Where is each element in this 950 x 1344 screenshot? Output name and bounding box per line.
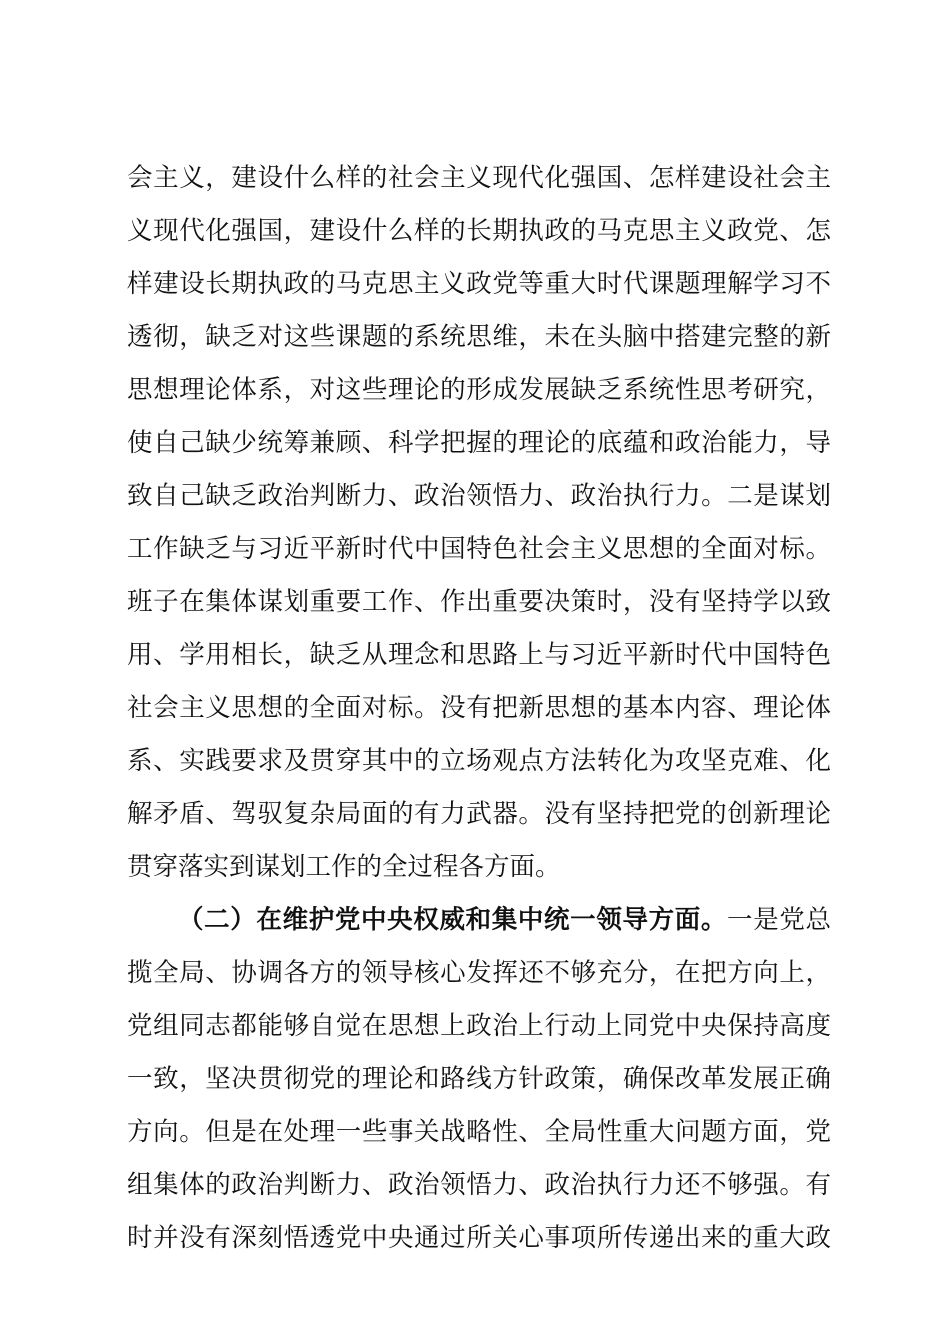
section-heading: （二）在维护党中央权威和集中统一领导方面。 <box>178 905 728 935</box>
body-text-line: 贯穿落实到谋划工作的全过程各方面。 <box>127 852 561 882</box>
body-text-line: 样建设长期执政的马克思主义政党等重大时代课题理解学习不 <box>127 269 831 299</box>
body-text-line: 系、实践要求及贯穿其中的立场观点方法转化为攻坚克难、化 <box>127 746 831 776</box>
body-text-line: 班子在集体谋划重要工作、作出重要决策时，没有坚持学以致 <box>127 587 831 617</box>
section-heading-rest: 一是党总 <box>727 905 831 935</box>
body-text-line: 使自己缺少统筹兼顾、科学把握的理论的底蕴和政治能力，导 <box>127 428 831 458</box>
body-text-line: 透彻，缺乏对这些课题的系统思维，未在头脑中搭建完整的新 <box>127 322 831 352</box>
body-text-line: 一致，坚决贯彻党的理论和路线方针政策，确保改革发展正确 <box>127 1064 831 1094</box>
body-text-line: 解矛盾、驾驭复杂局面的有力武器。没有坚持把党的创新理论 <box>127 799 831 829</box>
body-text-line: 揽全局、协调各方的领导核心发挥还不够充分，在把方向上， <box>127 958 831 988</box>
section-heading-line <box>178 898 831 942</box>
body-text-line: 社会主义思想的全面对标。没有把新思想的基本内容、理论体 <box>127 693 831 723</box>
body-text-line: 思想理论体系，对这些理论的形成发展缺乏系统性思考研究， <box>127 375 831 405</box>
body-text-line: 会主义，建设什么样的社会主义现代化强国、怎样建设社会主 <box>127 163 831 193</box>
body-text-line: 方向。但是在处理一些事关战略性、全局性重大问题方面，党 <box>127 1117 831 1147</box>
body-text-line: 时并没有深刻悟透党中央通过所关心事项所传递出来的重大政 <box>127 1223 831 1253</box>
body-text-line: 义现代化强国，建设什么样的长期执政的马克思主义政党、怎 <box>127 216 831 246</box>
body-text-line: 用、学用相长，缺乏从理念和思路上与习近平新时代中国特色 <box>127 640 831 670</box>
body-text-line: 组集体的政治判断力、政治领悟力、政治执行力还不够强。有 <box>127 1170 831 1200</box>
body-text-line: 工作缺乏与习近平新时代中国特色社会主义思想的全面对标。 <box>127 534 831 564</box>
body-text-line: 党组同志都能够自觉在思想上政治上行动上同党中央保持高度 <box>127 1011 831 1041</box>
body-text-line: 致自己缺乏政治判断力、政治领悟力、政治执行力。二是谋划 <box>127 481 831 511</box>
